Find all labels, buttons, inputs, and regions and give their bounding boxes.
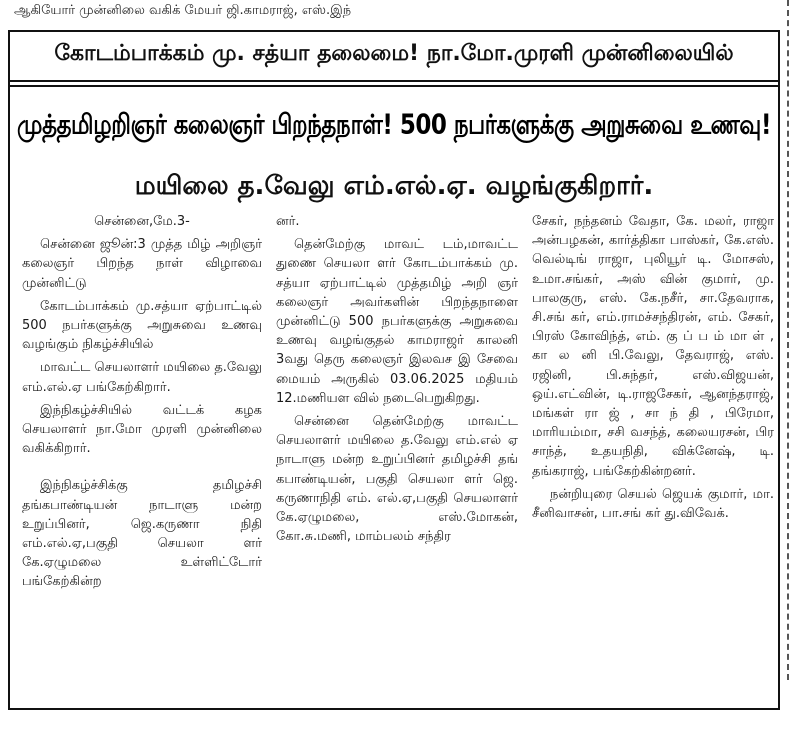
paragraph: இந்நிகழ்ச்சியில் வட்டக் கழக செயலாளர் நா.மோ முரளி முன்னிலை வகிக்கிறார். (22, 402, 262, 457)
column-divider (787, 0, 789, 680)
article-headline: முத்தமிழறிஞர் கலைஞர் பிறந்தநாள்! 500 நபர்களுக்கு அறுசுவை உணவு! (17, 109, 771, 141)
paragraph: இந்நிகழ்ச்சிக்கு தமிழச்சி தங்கபாண்டியன் நாடாளு மன்ற உறுப்பினர், ஜெ.கருணா நிதி எம்.எல்.ஏ,பகுதி செயலா ளர் கே.ஏழுமலை உள்ளிட்டோர் பங்கேற்கின்ற (22, 478, 262, 590)
text-column-1 (22, 212, 262, 682)
paragraph: னர். (276, 214, 300, 229)
article-subhead: மயிலை த.வேலு எம்.எல்.ஏ. வழங்குகிறார். (134, 171, 654, 201)
kicker-rule-double (10, 85, 778, 87)
dateline: சென்னை,மே.3- (94, 214, 190, 229)
kicker-rule (10, 80, 778, 82)
previous-article-fragment: ஆகியோர் முன்னிலை வகிக் மேயர் ஜி.காமராஜ், எஸ்.இந் (14, 3, 352, 18)
text-column-3 (532, 212, 774, 682)
paragraph: மாவட்ட செயலாளர் மயிலை த.வேலு எம்.எல்.ஏ பங்கேற்கிறார். (22, 360, 262, 395)
paragraph: கோடம்பாக்கம் மு.சத்யா ஏற்பாட்டில் 500 நபர்களுக்கு அறுசுவை உணவு வழங்கும் நிகழ்ச்சியில் (22, 298, 262, 353)
paragraph: நன்றியுரை செயல் ஜெயக் குமார், மா. சீனிவாசன், பா.சங் கர் து.விவேக். (532, 486, 774, 522)
paragraph: சேகர், நந்தனம் வேதா, கே. மலர், ராஜா அன்பழகன், கார்த்திகா பாஸ்கர், கே.எஸ். வெல்டிங் ராஜா, புலியூர் டி. மோசஸ், உமா.சங்கர், அஸ் வின் குமார், மு. பாலகுரு, எஸ். கே.நசீர், சா.தேவராக, சி.சங் கர், எம்.ராமச்சந்திரன், எம். சேகர், பிரஸ் கோவிந்த், எம். கு ப் ப ம் மா ள் , கா ல னி பி.வேலு, தேவராஜ், எஸ். ரஜினி, பி.சுந்தர், எஸ்.விஜயன், ஒய்.எட்வின், டி.ராஜசேகர், ஆனந்தராஜ், மங்கள் ரா ஜ் , சா ந் தி , பிரேமா, மாரியம்மா, சசி வசந்த், கலையரசன், பிர சாந்த், உதயநிதி, விக்னேஷ், டி. தங்கராஜ், பங்கேற்கின்றனர். (532, 214, 774, 479)
paragraph: சென்னை தென்மேற்கு மாவட்ட செயலாளர் மயிலை த.வேலு எம்.எல் ஏ நாடாளு மன்ற உறுப்பினர் தமிழச்சி தங் கபாண்டியன், பகுதி செயலா ளர் ஜெ. கருணாநிதி எம். எல்.ஏ,பகுதி செயலாளர் கே.ஏழுமலை, எஸ்.மோகன், கோ.சு.மணி, மாம்பலம் சந்திர (276, 414, 518, 545)
paragraph: தென்மேற்கு மாவட் டம்,மாவட்ட துணை செயலா ளர் கோடம்பாக்கம் மு. சத்யா ஏற்பாட்டில் முத்தமிழ் அறி ஞர் கலைஞர் அவர்களின் பிறந்தநாளை முன்னிட்டு 500 நபர்களுக்கு அறுசுவை உணவு வழங்குதல் காமராஜர் காலனி 3வது தெரு கலைஞர் இலவச இ சேவை மையம் அருகில் 03.06.2025 மதியம் 12.மணியள வில் நடைபெறுகிறது. (276, 237, 518, 406)
paragraph: சென்னை ஜூன்:3 முத்த மிழ் அறிஞர் கலைஞர் பிறந்த நாள் விழாவை முன்னிட்டு (22, 237, 262, 291)
article-kicker: கோடம்பாக்கம் மு. சத்யா தலைமை! நா.மோ.முரளி முன்னிலையில் (54, 41, 734, 66)
text-column-2 (276, 212, 518, 682)
